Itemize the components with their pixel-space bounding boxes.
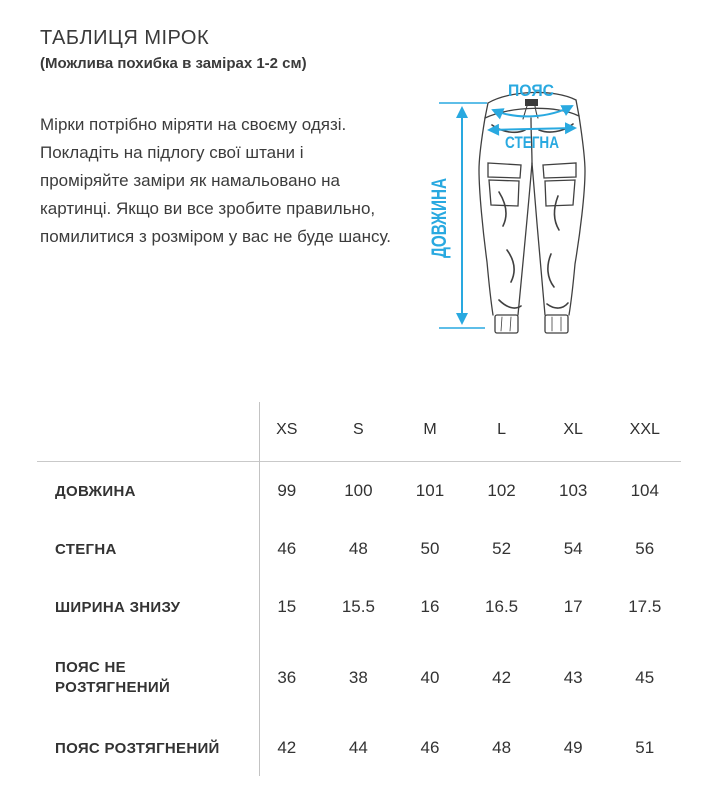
table-cell: 43 xyxy=(563,668,583,687)
column-header-xs: XS xyxy=(276,420,298,438)
pants-measurement-diagram xyxy=(425,72,615,344)
table-cell: 38 xyxy=(348,668,368,687)
table-cell: 36 xyxy=(277,668,297,687)
table-cell: 99 xyxy=(277,481,297,500)
table-cell: 46 xyxy=(420,738,440,757)
table-cell: 54 xyxy=(563,539,583,558)
table-cell: 17.5 xyxy=(628,597,662,616)
page-subtitle: (Можлива похибка в замірах 1-2 см) xyxy=(40,55,307,72)
row-label: СТЕГНА xyxy=(55,540,117,558)
table-cell: 102 xyxy=(487,481,516,500)
column-header-xxl: XXL xyxy=(629,420,660,438)
table-cell: 46 xyxy=(277,539,297,558)
table-row-waist-unstretched xyxy=(37,636,681,720)
table-header-row xyxy=(37,398,681,462)
table-cell: 44 xyxy=(348,738,368,757)
table-cell: 50 xyxy=(420,539,440,558)
pants-illustration xyxy=(425,72,615,344)
table-cell: 40 xyxy=(420,668,440,687)
table-cell: 100 xyxy=(344,481,373,500)
column-header-s: S xyxy=(353,420,364,438)
table-cell: 56 xyxy=(635,539,655,558)
table-cell: 16.5 xyxy=(485,597,519,616)
row-label: ПОЯС НЕ РОЗТЯГНЕНИЙ xyxy=(55,659,171,696)
page-title: ТАБЛИЦЯ МІРОК xyxy=(40,27,210,49)
column-header-xl: XL xyxy=(563,420,583,438)
table-vertical-divider xyxy=(259,402,260,776)
size-table xyxy=(37,398,681,776)
column-header-m: M xyxy=(423,420,437,438)
table-cell: 101 xyxy=(415,481,445,500)
table-row-waist-stretched xyxy=(37,720,681,776)
row-label: ШИРИНА ЗНИЗУ xyxy=(55,598,181,616)
table-cell: 42 xyxy=(277,738,297,757)
table-cell: 45 xyxy=(635,668,655,687)
table-cell: 49 xyxy=(563,738,583,757)
table-row-hips xyxy=(37,520,681,578)
table-row-bottom-width xyxy=(37,578,681,636)
table-cell: 15.5 xyxy=(341,597,375,616)
table-cell: 15 xyxy=(277,597,297,616)
table-cell: 48 xyxy=(492,738,512,757)
row-label: ДОВЖИНА xyxy=(55,482,136,500)
table-cell: 51 xyxy=(635,738,655,757)
table-cell: 42 xyxy=(492,668,512,687)
measurement-annotations xyxy=(428,81,575,328)
table-cell: 104 xyxy=(630,481,659,500)
table-cell: 103 xyxy=(558,481,588,500)
table-cell: 52 xyxy=(492,539,512,558)
instructions-text: Мірки потрібно міряти на своєму одязі. Покладіть на підлогу свої штани і проміряйте заміри як намальовано на картинці. Якщо ви все зробите правильно, помилитися з розміром у вас не буде шансу. xyxy=(40,115,391,246)
waist-label: ПОЯС xyxy=(508,81,554,100)
hips-label: СТЕГНА xyxy=(505,133,559,152)
table-row-length xyxy=(37,462,681,520)
length-label: ДОВЖИНА xyxy=(428,147,451,258)
table-cell: 16 xyxy=(420,597,440,616)
table-cell: 17 xyxy=(563,597,583,616)
table-cell: 48 xyxy=(348,539,368,558)
row-label: ПОЯС РОЗТЯГНЕНИЙ xyxy=(55,739,220,757)
column-header-l: L xyxy=(497,420,507,438)
